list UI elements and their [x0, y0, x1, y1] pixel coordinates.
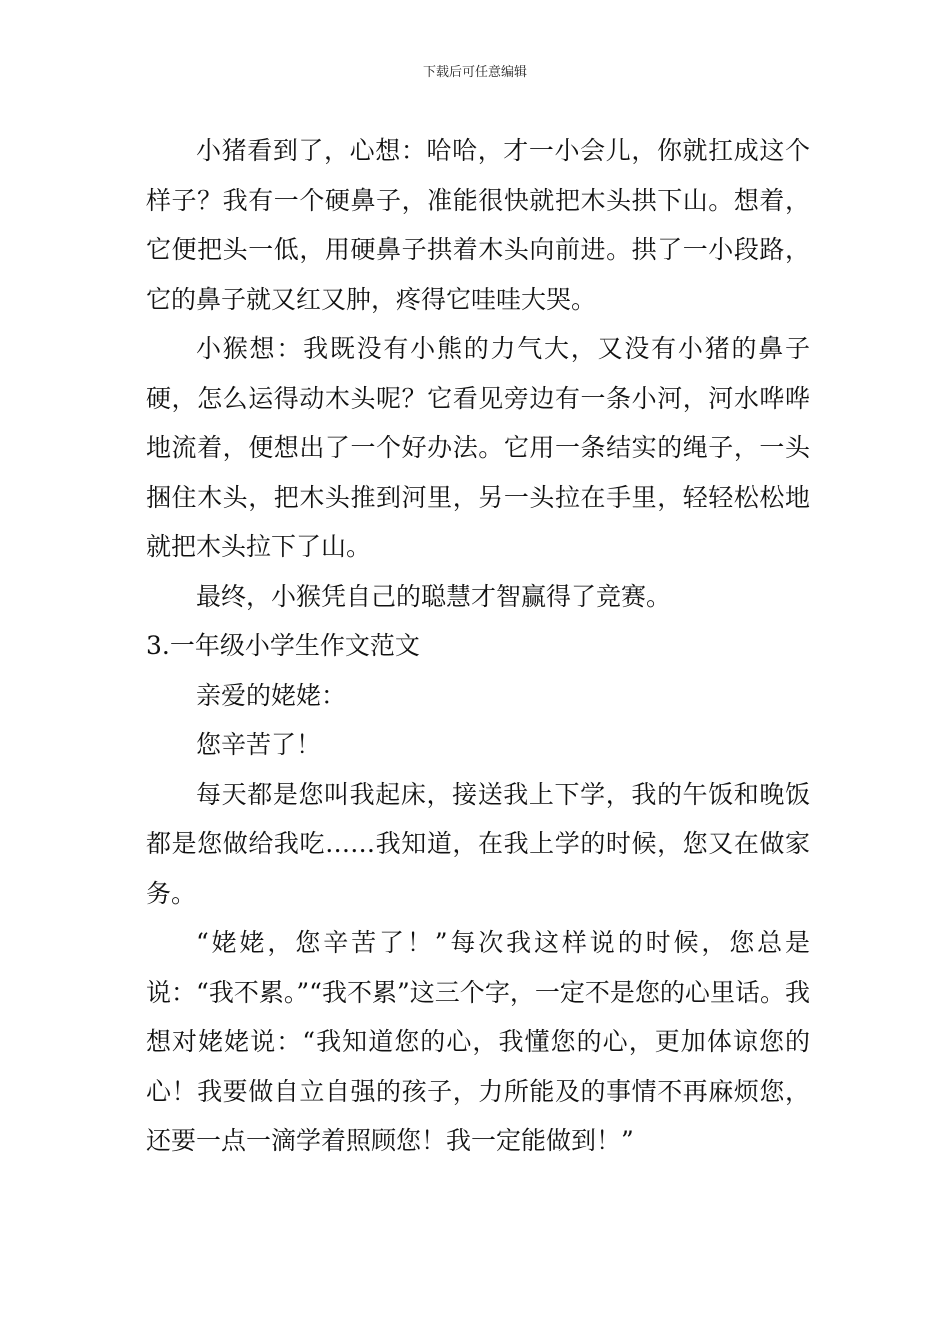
letter-paragraph-daily-care: 每天都是您叫我起床，接送我上下学，我的午饭和晚饭都是您做给我吃……我知道，在我上学的时候，您又在做家务。 — [146, 779, 810, 908]
letter-greeting: 您辛苦了！ — [196, 730, 322, 759]
page-header-note: 下载后可任意编辑 — [422, 65, 527, 80]
document-body — [146, 126, 810, 1166]
paragraph-conclusion: 最终，小猴凭自己的聪慧才智赢得了竞赛。 — [196, 581, 672, 611]
paragraph-monkey-idea: 小猴想：我既没有小熊的力气大，又没有小猪的鼻子硬，怎么运得动木头呢？它看见旁边有一条小河，河水哗哗地流着，便想出了一个好办法。它用一条结实的绳子，一头捆住木头，把木头推到河里，另一头拉在手里，轻轻松松地就把木头拉下了山。 — [146, 334, 810, 561]
letter-paragraph-promise: “姥姥，您辛苦了！”每次我这样说的时候，您总是说：“我不累。”“我不累”这三个字，一定不是您的心里话。我想对姥姥说：“我知道您的心，我懂您的心，更加体谅您的心！我要做自立自强的孩子，力所能及的事情不再麻烦您，还要一点一滴学着照顾您！我一定能做到！” — [146, 928, 810, 1155]
letter-salutation: 亲爱的姥姥： — [196, 680, 347, 710]
paragraph-pig: 小猪看到了，心想：哈哈，才一小会儿，你就扛成这个样子？我有一个硬鼻子，准能很快就把木头拱下山。想着，它便把头一低，用硬鼻子拱着木头向前进。拱了一小段路，它的鼻子就又红又肿，疼得它哇哇大哭。 — [146, 136, 810, 314]
section-heading: 3.一年级小学生作文范文 — [146, 631, 420, 660]
